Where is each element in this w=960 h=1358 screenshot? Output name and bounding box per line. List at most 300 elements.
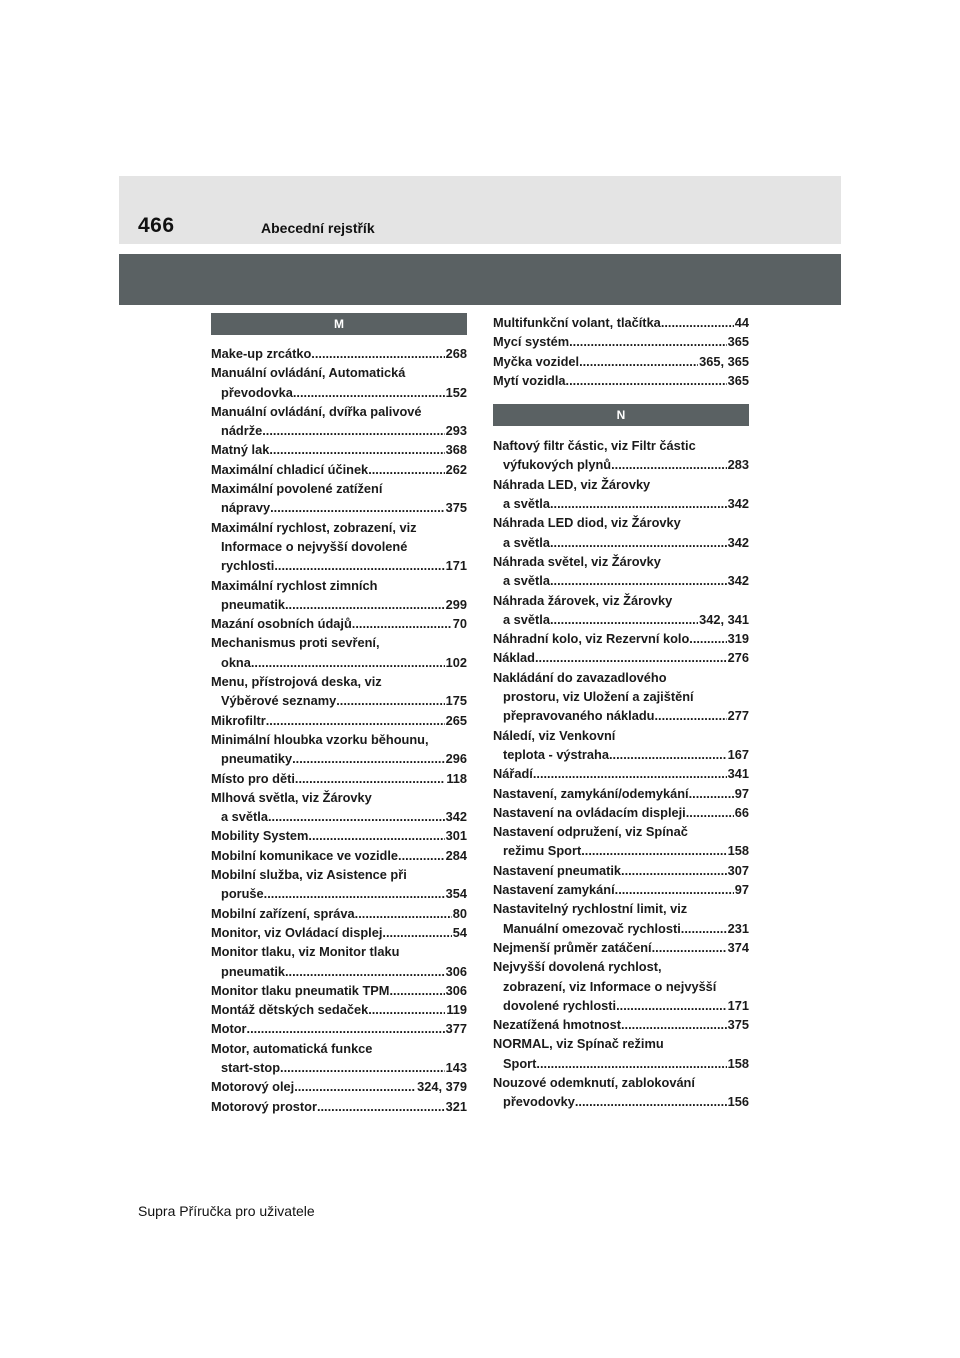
index-entry-line xyxy=(493,352,749,371)
index-entry-line xyxy=(211,440,467,459)
index-entry-line xyxy=(493,861,749,880)
entry-text: Monitor tlaku pneumatik TPM xyxy=(211,982,390,998)
entry-text: Náhrada světel, viz Žárovky xyxy=(493,553,661,569)
index-entry-line xyxy=(211,1039,467,1058)
entry-text: rychlosti xyxy=(221,558,275,574)
dot-leader xyxy=(581,841,726,860)
entry-text: nádrže xyxy=(221,423,263,439)
dot-leader xyxy=(355,904,452,923)
entry-text: Nastavení odpružení, viz Spínač xyxy=(493,824,688,840)
page-reference[interactable]: 365 xyxy=(727,334,749,350)
dot-leader xyxy=(266,711,445,730)
page-reference[interactable]: 368 xyxy=(445,442,467,458)
entry-text: poruše xyxy=(221,886,264,902)
page-reference[interactable]: 342 xyxy=(727,534,749,550)
index-entry xyxy=(493,648,749,667)
entry-text: převodovky xyxy=(503,1094,575,1110)
entry-text: Maximální rychlost zimních xyxy=(211,577,378,593)
entry-text: Nastavení na ovládacím displeji xyxy=(493,804,686,820)
index-entry xyxy=(211,923,467,942)
entry-text: Nastavení zamykání xyxy=(493,882,615,898)
index-entry-line xyxy=(211,537,467,556)
index-entry xyxy=(211,981,467,1000)
index-entry xyxy=(211,826,467,845)
page-reference[interactable]: 342 xyxy=(727,496,749,512)
page-reference[interactable]: 307 xyxy=(727,862,749,878)
entry-text: Maximální chladicí účinek xyxy=(211,461,369,477)
dot-leader xyxy=(652,938,727,957)
index-entry-line xyxy=(493,977,749,996)
index-entry-line xyxy=(211,1000,467,1019)
entry-text: Matný lak xyxy=(211,442,270,458)
entry-text: zobrazení, viz Informace o nejvyšší xyxy=(503,978,717,994)
entry-text: nápravy xyxy=(221,500,271,516)
dot-leader xyxy=(264,884,445,903)
page-reference[interactable]: 175 xyxy=(445,693,467,709)
entry-text: Maximální povolené zatížení xyxy=(211,481,383,497)
index-entry-list xyxy=(211,344,467,1116)
entry-text: Mobilní zařízení, správa xyxy=(211,905,355,921)
index-entry-line xyxy=(211,691,467,710)
index-entry xyxy=(211,479,467,518)
entry-text: Nejmenší průměr zatáčení xyxy=(493,939,652,955)
entry-text: Místo pro děti xyxy=(211,770,295,786)
entry-text: Nouzové odemknutí, zablokování xyxy=(493,1074,695,1090)
entry-text: Náhrada LED, viz Žárovky xyxy=(493,476,651,492)
page-reference[interactable]: 365 xyxy=(727,372,749,388)
dot-leader xyxy=(317,1097,445,1116)
dot-leader xyxy=(550,610,698,629)
page-reference[interactable]: 319 xyxy=(727,631,749,647)
dot-leader xyxy=(285,962,445,981)
entry-text: Náledí, viz Venkovní xyxy=(493,727,616,743)
entry-text: Mazání osobních údajů xyxy=(211,616,352,632)
index-entry-line xyxy=(211,383,467,402)
index-entry-line xyxy=(211,711,467,730)
index-entry-line xyxy=(211,576,467,595)
page-reference[interactable]: 375 xyxy=(445,500,467,516)
index-entry-line xyxy=(211,653,467,672)
dot-leader xyxy=(609,745,727,764)
index-entry-line xyxy=(211,942,467,961)
page-reference[interactable]: 158 xyxy=(727,1055,749,1071)
entry-text: Mikrofiltr xyxy=(211,712,266,728)
dot-leader xyxy=(295,769,445,788)
dot-leader xyxy=(569,332,727,351)
page-reference[interactable]: 321 xyxy=(445,1098,467,1114)
entry-text: Nastavení pneumatik xyxy=(493,862,622,878)
index-entry-line xyxy=(211,498,467,517)
dot-leader xyxy=(269,440,444,459)
index-entry-line xyxy=(211,556,467,575)
page-reference[interactable]: 296 xyxy=(445,751,467,767)
dot-leader xyxy=(621,1015,727,1034)
index-entry xyxy=(211,711,467,730)
page-reference[interactable]: 171 xyxy=(727,997,749,1013)
index-entry-line xyxy=(493,571,749,590)
dot-leader xyxy=(689,629,726,648)
dot-leader xyxy=(681,919,727,938)
page-reference[interactable]: 262 xyxy=(445,461,467,477)
dot-leader xyxy=(382,923,451,942)
entry-text: teplota - výstraha xyxy=(503,746,609,762)
page-reference[interactable]: 97 xyxy=(734,785,749,801)
index-entry-line xyxy=(211,1077,467,1096)
index-entry xyxy=(211,1097,467,1116)
index-entry-line xyxy=(211,1058,467,1077)
entry-text: Multifunkční volant, tlačítka xyxy=(493,315,661,330)
index-entry xyxy=(211,865,467,904)
page-reference[interactable]: 70 xyxy=(452,616,467,632)
dot-leader xyxy=(293,383,445,402)
page-reference[interactable]: 306 xyxy=(445,963,467,979)
entry-text: pneumatik xyxy=(221,963,285,979)
index-entry xyxy=(211,402,467,441)
index-entry-line xyxy=(493,764,749,783)
page-reference[interactable]: 283 xyxy=(727,457,749,473)
page-reference[interactable]: 374 xyxy=(727,939,749,955)
index-entry-line xyxy=(211,923,467,942)
entry-text: Minimální hloubka vzorku běhounu, xyxy=(211,731,429,747)
page-reference[interactable]: 306 xyxy=(445,982,467,998)
entry-text: Monitor tlaku, viz Monitor tlaku xyxy=(211,944,400,960)
entry-text: Mycí systém xyxy=(493,334,570,350)
index-entry-line xyxy=(493,455,749,474)
entry-text: a světla xyxy=(503,534,550,550)
index-entry xyxy=(493,764,749,783)
entry-text: Montáž dětských sedaček xyxy=(211,1002,369,1018)
dot-leader xyxy=(566,371,727,390)
section-letter-m: M xyxy=(211,313,467,335)
index-entry-line xyxy=(211,633,467,652)
page-reference[interactable]: 118 xyxy=(446,770,467,786)
dot-leader xyxy=(654,706,726,725)
entry-text: Náhrada žárovek, viz Žárovky xyxy=(493,592,673,608)
index-entry-list xyxy=(493,313,749,390)
entry-text: Motorový olej xyxy=(211,1079,295,1095)
index-entry-line xyxy=(493,668,749,687)
index-entry xyxy=(211,1000,467,1019)
dot-leader xyxy=(368,460,444,479)
entry-text: Náklad xyxy=(493,650,535,666)
entry-text: režimu Sport xyxy=(503,843,582,859)
index-entry-line xyxy=(211,421,467,440)
index-entry-line xyxy=(211,807,467,826)
entry-text: Nářadí xyxy=(493,766,533,782)
page-reference[interactable]: 265 xyxy=(445,712,467,728)
entry-text: Mlhová světla, viz Žárovky xyxy=(211,789,372,805)
page-reference[interactable]: 377 xyxy=(445,1021,467,1037)
dot-leader xyxy=(533,764,727,783)
index-entry-line xyxy=(211,614,467,633)
index-entry-line xyxy=(493,371,749,390)
dot-leader xyxy=(274,556,444,575)
entry-text: Myčka vozidel xyxy=(493,353,580,369)
index-entry-line xyxy=(211,344,467,363)
index-entry xyxy=(211,440,467,459)
index-entry xyxy=(493,822,749,861)
index-entry xyxy=(493,332,749,351)
index-entry-line xyxy=(493,475,749,494)
index-entry xyxy=(211,1039,467,1078)
index-column-left xyxy=(211,313,467,1116)
index-entry xyxy=(211,1077,467,1096)
page-reference[interactable]: 167 xyxy=(727,746,749,762)
index-entry-line xyxy=(493,513,749,532)
index-entry-line xyxy=(493,957,749,976)
index-entry xyxy=(493,436,749,475)
index-entry-line xyxy=(211,981,467,1000)
footer-text: Supra Příručka pro uživatele xyxy=(138,1203,315,1219)
index-entry xyxy=(493,726,749,765)
index-entry-line xyxy=(493,938,749,957)
page-reference[interactable]: 342, 341 xyxy=(699,611,749,627)
index-entry xyxy=(493,1034,749,1073)
page-reference[interactable]: 143 xyxy=(445,1059,467,1075)
dot-leader xyxy=(611,455,727,474)
page-reference[interactable]: 375 xyxy=(727,1017,749,1033)
entry-text: Make-up zrcátko xyxy=(211,346,312,361)
entry-text: Manuální ovládání, dvířka palivové xyxy=(211,403,422,419)
dot-leader xyxy=(535,648,727,667)
dot-leader xyxy=(536,1054,726,1073)
index-entry-line xyxy=(493,919,749,938)
dot-leader xyxy=(292,749,445,768)
dot-leader xyxy=(262,421,444,440)
page-number: 466 xyxy=(138,214,175,237)
entry-text: pneumatik xyxy=(221,596,285,612)
dot-leader xyxy=(285,595,445,614)
entry-text: Výběrové seznamy xyxy=(221,693,337,709)
page-reference[interactable]: 97 xyxy=(734,882,749,898)
entry-text: Manuální omezovač rychlosti xyxy=(503,920,681,936)
index-entry xyxy=(493,861,749,880)
entry-text: Motor xyxy=(211,1021,247,1037)
index-entry-line xyxy=(493,629,749,648)
dot-leader xyxy=(579,352,698,371)
entry-text: Nejvyšší dovolená rychlost, xyxy=(493,959,662,975)
entry-text: Menu, přístrojová deska, viz xyxy=(211,674,382,690)
dot-leader xyxy=(398,846,445,865)
entry-text: Náhrada LED diod, viz Žárovky xyxy=(493,515,681,531)
index-entry-line xyxy=(211,479,467,498)
page-reference[interactable]: 152 xyxy=(445,384,467,400)
index-entry-line xyxy=(211,402,467,421)
index-entry-line xyxy=(493,841,749,860)
index-entry-line xyxy=(493,1073,749,1092)
index-entry-line xyxy=(211,672,467,691)
entry-text: Nakládání do zavazadlového xyxy=(493,669,667,685)
index-entry-line xyxy=(211,826,467,845)
entry-text: NORMAL, viz Spínač režimu xyxy=(493,1036,664,1052)
entry-text: start-stop xyxy=(221,1059,281,1075)
index-entry-line xyxy=(493,726,749,745)
page-reference[interactable]: 342 xyxy=(445,809,467,825)
entry-text: výfukových plynů xyxy=(503,457,612,473)
index-entry xyxy=(493,475,749,514)
entry-text: okna xyxy=(221,654,251,670)
index-entry xyxy=(493,352,749,371)
page-reference[interactable]: 342 xyxy=(727,573,749,589)
entry-text: Mobility System xyxy=(211,828,309,844)
entry-text: Mobilní komunikace ve vozidle xyxy=(211,847,399,863)
index-entry xyxy=(211,904,467,923)
index-entry xyxy=(493,552,749,591)
index-entry xyxy=(493,313,749,332)
entry-text: Monitor, viz Ovládací displej xyxy=(211,924,383,940)
dot-leader xyxy=(368,1000,445,1019)
page-reference[interactable]: 301 xyxy=(445,828,467,844)
index-entry xyxy=(493,957,749,1015)
index-entry-line xyxy=(211,1097,467,1116)
dot-leader xyxy=(621,861,727,880)
entry-text: Naftový filtr částic, viz Filtr částic xyxy=(493,438,696,454)
entry-text: Maximální rychlost, zobrazení, viz xyxy=(211,519,417,535)
index-entry xyxy=(493,668,749,726)
index-entry xyxy=(211,730,467,769)
page-reference[interactable]: 156 xyxy=(727,1094,749,1110)
entry-text: Mobilní služba, viz Asistence při xyxy=(211,867,407,883)
entry-text: a světla xyxy=(221,809,268,825)
index-entry xyxy=(211,460,467,479)
dot-leader xyxy=(336,691,444,710)
index-entry-line xyxy=(493,803,749,822)
page-reference[interactable]: 341 xyxy=(727,766,749,782)
index-entry-line xyxy=(493,745,749,764)
index-entry xyxy=(211,769,467,788)
entry-text: Nastavitelný rychlostní limit, viz xyxy=(493,901,688,917)
index-entry-line xyxy=(211,518,467,537)
index-entry-line xyxy=(211,730,467,749)
header-band xyxy=(119,254,841,305)
dot-leader xyxy=(575,1092,727,1111)
index-entry-line xyxy=(211,865,467,884)
dot-leader xyxy=(686,803,734,822)
entry-text: Motorový prostor xyxy=(211,1098,317,1114)
entry-text: přepravovaného nákladu xyxy=(503,708,655,724)
index-entry-line xyxy=(493,1015,749,1034)
entry-text: Nastavení, zamykání/odemykání xyxy=(493,785,689,801)
index-entry xyxy=(211,672,467,711)
page-reference[interactable]: 354 xyxy=(445,886,467,902)
page-reference[interactable]: 102 xyxy=(445,654,467,670)
index-entry-line xyxy=(211,749,467,768)
dot-leader xyxy=(550,533,727,552)
page-reference[interactable]: 268 xyxy=(445,346,467,361)
index-entry xyxy=(493,371,749,390)
index-entry-line xyxy=(493,996,749,1015)
entry-text: Mytí vozidla xyxy=(493,372,566,388)
index-entry-line xyxy=(211,962,467,981)
index-entry-line xyxy=(493,784,749,803)
dot-leader xyxy=(268,807,445,826)
index-entry-line xyxy=(211,460,467,479)
page-reference[interactable]: 119 xyxy=(446,1002,467,1018)
entry-text: Sport xyxy=(503,1055,537,1071)
index-entry-line xyxy=(211,595,467,614)
index-entry xyxy=(493,513,749,552)
page-reference[interactable]: 293 xyxy=(445,423,467,439)
index-entry xyxy=(493,784,749,803)
index-entry-line xyxy=(211,769,467,788)
index-entry-line xyxy=(493,899,749,918)
index-entry-line xyxy=(493,494,749,513)
index-entry-line xyxy=(211,1019,467,1038)
index-entry xyxy=(493,938,749,957)
page-reference[interactable]: 284 xyxy=(445,847,467,863)
entry-text: Manuální ovládání, Automatická xyxy=(211,365,406,381)
page-reference[interactable]: 158 xyxy=(727,843,749,859)
index-entry-line xyxy=(211,904,467,923)
dot-leader xyxy=(352,614,452,633)
page-reference[interactable]: 66 xyxy=(734,804,749,820)
index-entry xyxy=(211,614,467,633)
index-entry-line xyxy=(493,552,749,571)
index-entry-line xyxy=(493,332,749,351)
index-entry-line xyxy=(493,313,749,332)
page-reference[interactable]: 231 xyxy=(727,920,749,936)
dot-leader xyxy=(294,1077,416,1096)
page-reference[interactable]: 276 xyxy=(727,650,749,666)
page-reference[interactable]: 299 xyxy=(445,596,467,612)
index-entry xyxy=(211,846,467,865)
page-reference[interactable]: 324, 379 xyxy=(417,1079,467,1095)
page-reference[interactable]: 80 xyxy=(452,905,467,921)
page-reference[interactable]: 54 xyxy=(452,924,467,940)
index-entry-line xyxy=(493,706,749,725)
index-entry-line xyxy=(493,1092,749,1111)
index-entry xyxy=(211,518,467,576)
page-reference[interactable]: 171 xyxy=(445,558,467,574)
dot-leader xyxy=(308,826,444,845)
entry-text: a světla xyxy=(503,496,550,512)
index-entry-line xyxy=(493,610,749,629)
index-entry-line xyxy=(211,884,467,903)
index-entry xyxy=(211,363,467,402)
page-reference[interactable]: 44 xyxy=(734,315,749,330)
index-entry xyxy=(493,591,749,630)
dot-leader xyxy=(251,653,445,672)
index-entry xyxy=(211,344,467,363)
entry-text: Náhradní kolo, viz Rezervní kolo xyxy=(493,631,690,647)
dot-leader xyxy=(550,571,727,590)
entry-text: převodovka xyxy=(221,384,293,400)
dot-leader xyxy=(661,313,734,332)
dot-leader xyxy=(270,498,445,517)
index-entry-line xyxy=(493,533,749,552)
entry-text: Informace o nejvyšší dovolené xyxy=(221,538,408,554)
index-entry-line xyxy=(493,687,749,706)
index-entry-line xyxy=(493,822,749,841)
index-entry xyxy=(493,1073,749,1112)
entry-text: pneumatiky xyxy=(221,751,293,767)
index-entry xyxy=(493,629,749,648)
index-entry-line xyxy=(493,648,749,667)
entry-text: dovolené rychlosti xyxy=(503,997,617,1013)
dot-leader xyxy=(615,880,734,899)
index-entry-line xyxy=(211,846,467,865)
index-entry-line xyxy=(493,1054,749,1073)
index-entry-line xyxy=(493,591,749,610)
page-title: Abecední rejstřík xyxy=(261,220,375,236)
index-entry xyxy=(493,880,749,899)
section-letter-n: N xyxy=(493,404,749,426)
index-entry-line xyxy=(493,880,749,899)
page-reference[interactable]: 277 xyxy=(727,708,749,724)
index-entry xyxy=(211,942,467,981)
index-entry xyxy=(493,803,749,822)
page-reference[interactable]: 365, 365 xyxy=(699,353,749,369)
